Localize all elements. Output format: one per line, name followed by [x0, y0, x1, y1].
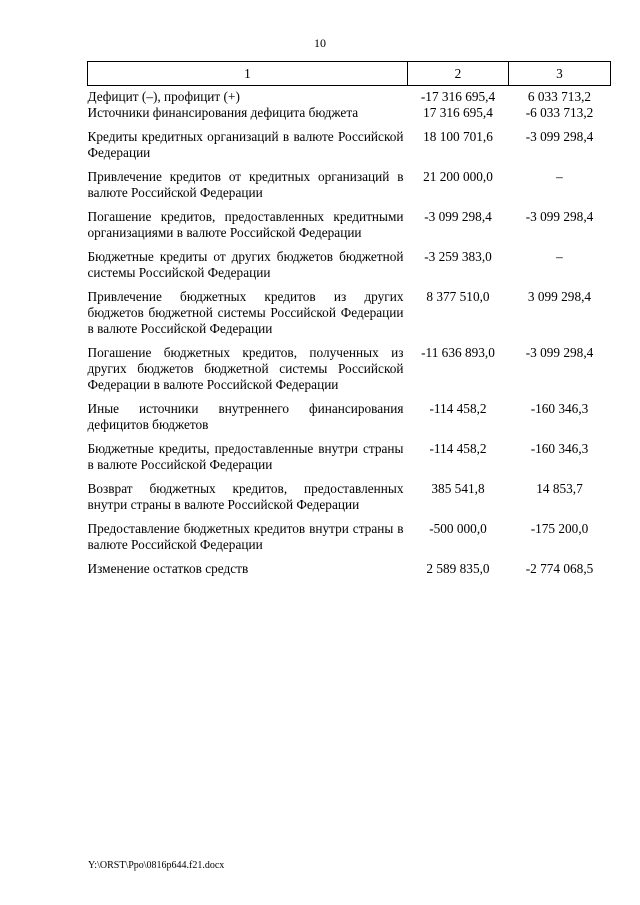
row-value-col2: 17 316 695,4 [423, 105, 493, 120]
row-label: Привлечение кредитов от кредитных организаций в валюте Российской Федерации [87, 169, 404, 200]
row-value-col3: – [556, 169, 563, 184]
row-value-col3: 14 853,7 [536, 481, 583, 496]
row-value-col2: -3 099 298,4 [424, 209, 492, 224]
table-row [88, 209, 611, 249]
table-row [88, 169, 611, 209]
table-row [88, 129, 611, 169]
row-label: Привлечение бюджетных кредитов из других бюджетов бюджетной системы Российской Федерации в валюте Российской Федерации [87, 289, 404, 336]
row-value-col3: 3 099 298,4 [527, 289, 592, 304]
table-row [88, 345, 611, 401]
row-value-col3: -160 346,3 [530, 401, 589, 416]
row-value-col2: 18 100 701,6 [423, 129, 493, 144]
table-row [88, 561, 611, 585]
row-value-col3: -3 099 298,4 [525, 209, 594, 224]
table-row [88, 481, 611, 521]
row-value-col3: -6 033 713,2 [525, 105, 594, 120]
row-label: Погашение кредитов, предоставленных кредитными организациями в валюте Российской Федерации [87, 209, 404, 240]
row-value-col3: -160 346,3 [530, 441, 589, 456]
table-row [88, 86, 611, 106]
table-row [88, 441, 611, 481]
row-label: Иные источники внутреннего финансирования дефицитов бюджетов [87, 401, 404, 432]
document-file-path: Y:\ORST\Ppo\0816p644.f21.docx [88, 860, 225, 871]
row-value-col2: 8 377 510,0 [426, 289, 490, 304]
row-label: Дефицит (–), профицит (+) [87, 89, 240, 104]
row-value-col3: -2 774 068,5 [525, 561, 594, 576]
table-row [88, 105, 611, 129]
row-label: Бюджетные кредиты от других бюджетов бюджетной системы Российской Федерации [87, 249, 404, 280]
column-header-2: 2 [408, 62, 509, 86]
row-label: Кредиты кредитных организаций в валюте Российской Федерации [87, 129, 404, 160]
row-value-col2: -114 458,2 [429, 401, 487, 416]
row-value-col2: -114 458,2 [429, 441, 487, 456]
row-value-col2: 385 541,8 [431, 481, 485, 496]
row-value-col2: -500 000,0 [429, 521, 487, 536]
table-row [88, 249, 611, 289]
row-value-col3: – [556, 249, 563, 264]
table-row [88, 521, 611, 561]
table-row [88, 401, 611, 441]
row-value-col2: -3 259 383,0 [424, 249, 492, 264]
row-label: Погашение бюджетных кредитов, полученных из других бюджетов бюджетной системы Российской Федерации в валюте Российской Федерации [87, 345, 404, 392]
row-value-col3: -175 200,0 [530, 521, 589, 536]
row-label: Предоставление бюджетных кредитов внутри страны в валюте Российской Федерации [87, 521, 404, 552]
table-row [88, 289, 611, 345]
row-value-col2: 21 200 000,0 [423, 169, 493, 184]
page-number: 10 [314, 36, 326, 50]
column-header-3: 3 [509, 62, 611, 86]
row-label: Бюджетные кредиты, предоставленные внутри страны в валюте Российской Федерации [87, 441, 404, 472]
column-header-1: 1 [88, 62, 408, 86]
row-value-col3: 6 033 713,2 [527, 89, 592, 104]
row-value-col3: -3 099 298,4 [525, 129, 594, 144]
row-value-col3: -3 099 298,4 [525, 345, 594, 360]
table-header [88, 62, 611, 86]
budget-table [87, 61, 611, 585]
row-label: Источники финансирования дефицита бюджета [87, 105, 359, 120]
row-label: Возврат бюджетных кредитов, предоставленных внутри страны в валюте Российской Федерации [87, 481, 404, 512]
row-value-col2: -17 316 695,4 [420, 89, 496, 104]
row-value-col2: 2 589 835,0 [426, 561, 490, 576]
row-value-col2: -11 636 893,0 [421, 345, 495, 360]
row-label: Изменение остатков средств [87, 561, 249, 576]
